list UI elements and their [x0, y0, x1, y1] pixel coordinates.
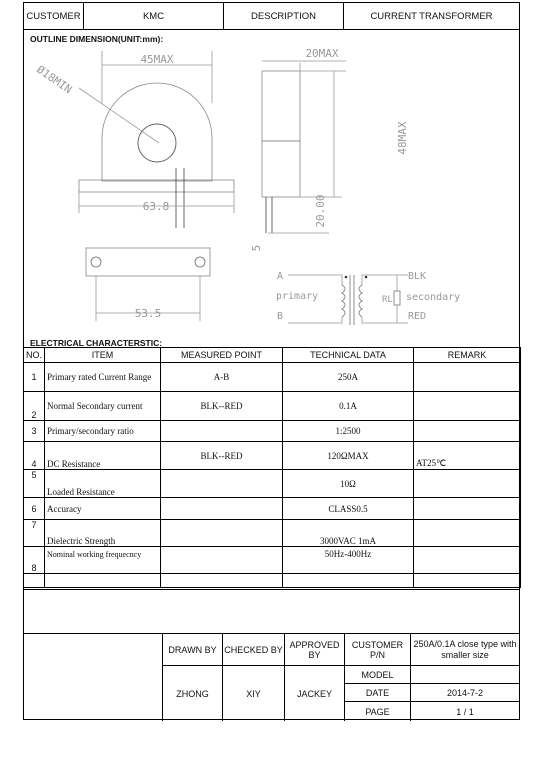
row-point: A-B [161, 363, 283, 392]
row-no: 4 [24, 442, 45, 470]
dim-pin-span: 63.8 [142, 200, 170, 213]
table-row [24, 363, 521, 392]
dim-pin-len: 20.00 [314, 194, 327, 228]
row-data: 250A [283, 363, 414, 392]
table-row [24, 442, 521, 470]
description-label: DESCRIPTION [224, 3, 344, 29]
col-measured-point: MEASURED POINT [161, 348, 283, 363]
approved-by-value: JACKEY [284, 666, 344, 721]
row-item: Dielectric Strength [45, 520, 161, 547]
col-remark: REMARK [414, 348, 521, 363]
row-item: Nominal working frequecncy [45, 547, 161, 574]
date-label: DATE [344, 684, 410, 702]
row-item: DC Resistance [45, 442, 161, 470]
table-header [24, 348, 521, 363]
row-item: Primary/secondary ratio [45, 421, 161, 442]
dim-height: 48MAX [396, 121, 409, 155]
row-item: Primary rated Current Range [45, 363, 161, 392]
col-item: ITEM [45, 348, 161, 363]
table-row [24, 421, 521, 442]
row-point [161, 547, 283, 574]
table-row-empty [24, 574, 521, 588]
drawn-by-value: ZHONG [162, 666, 222, 721]
table-row [24, 498, 521, 520]
row-point [161, 520, 283, 547]
row-no: 8 [24, 547, 45, 574]
row-data: 0.1A [283, 392, 414, 421]
model-label: MODEL [344, 666, 410, 684]
electrical-title: ELECTRICAL CHARACTERSTIC: [30, 338, 163, 348]
date-value: 2014-7-2 [410, 684, 519, 702]
row-point: BLK--RED [161, 442, 283, 470]
row-point [161, 470, 283, 498]
row-no: 6 [24, 498, 45, 520]
schem-red: RED [408, 311, 427, 322]
schem-b: B [277, 311, 284, 322]
row-data: 1:2500 [283, 421, 414, 442]
schem-secondary: secondary [406, 292, 461, 303]
row-item: Normal Secondary current [45, 392, 161, 421]
page-label: PAGE [344, 702, 410, 721]
page-value: 1 / 1 [410, 702, 519, 721]
row-no: 7 [24, 520, 45, 547]
schem-a: A [277, 271, 284, 282]
row-remark [414, 520, 521, 547]
dim-bottom-span: 53.5 [134, 307, 162, 320]
row-data: 50Hz-400Hz [283, 547, 414, 574]
col-no: NO. [24, 348, 45, 363]
row-data: 10Ω [283, 470, 414, 498]
table-row [24, 392, 521, 421]
row-item: Loaded Resistance [45, 470, 161, 498]
table-row [24, 470, 521, 498]
schem-primary: primary [276, 291, 319, 302]
electrical-table [23, 347, 521, 588]
dim-pin-offset: 5 [250, 244, 263, 252]
row-remark: AT25℃ [414, 442, 521, 470]
row-no: 1 [24, 363, 45, 392]
customer-label: CUSTOMER [24, 3, 84, 29]
row-data: CLASS0.5 [283, 498, 414, 520]
row-remark [414, 392, 521, 421]
schem-rl: RL [382, 295, 393, 305]
customer-pn-label: CUSTOMER P/N [344, 634, 410, 666]
customer-value: KMC [84, 3, 224, 29]
row-point [161, 421, 283, 442]
table-row [24, 547, 521, 574]
row-point [161, 498, 283, 520]
model-value [410, 666, 519, 684]
checked-by-value: XIY [222, 666, 284, 721]
schem-blk: BLK [408, 271, 427, 282]
table-row [24, 520, 521, 547]
row-data: 120ΩMAX [283, 442, 414, 470]
checked-by-label: CHECKED BY [222, 634, 284, 666]
spec-sheet [23, 2, 520, 720]
approved-by-label: APPROVED BY [284, 634, 344, 666]
dim-width: 45MAX [140, 53, 174, 66]
row-data: 3000VAC 1mA [283, 520, 414, 547]
col-technical-data: TECHNICAL DATA [283, 348, 414, 363]
footer-block [24, 633, 519, 721]
section-divider [24, 589, 519, 590]
outline-drawing [24, 43, 519, 333]
drawn-by-label: DRAWN BY [162, 634, 222, 666]
row-remark [414, 421, 521, 442]
description-value: CURRENT TRANSFORMER [370, 10, 493, 22]
row-no: 2 [24, 392, 45, 421]
row-no: 5 [24, 470, 45, 498]
header-row [24, 3, 519, 30]
row-remark [414, 498, 521, 520]
dim-phi: Ø18MIN [34, 62, 75, 97]
row-remark [414, 547, 521, 574]
row-item: Accuracy [45, 498, 161, 520]
outline-title: OUTLINE DIMENSION(UNIT:mm): [30, 34, 164, 44]
row-point: BLK--RED [161, 392, 283, 421]
dim-depth: 20MAX [305, 47, 339, 60]
customer-pn-value: 250A/0.1A close type with smaller size [410, 634, 519, 666]
row-no: 3 [24, 421, 45, 442]
row-remark [414, 470, 521, 498]
row-remark [414, 363, 521, 392]
